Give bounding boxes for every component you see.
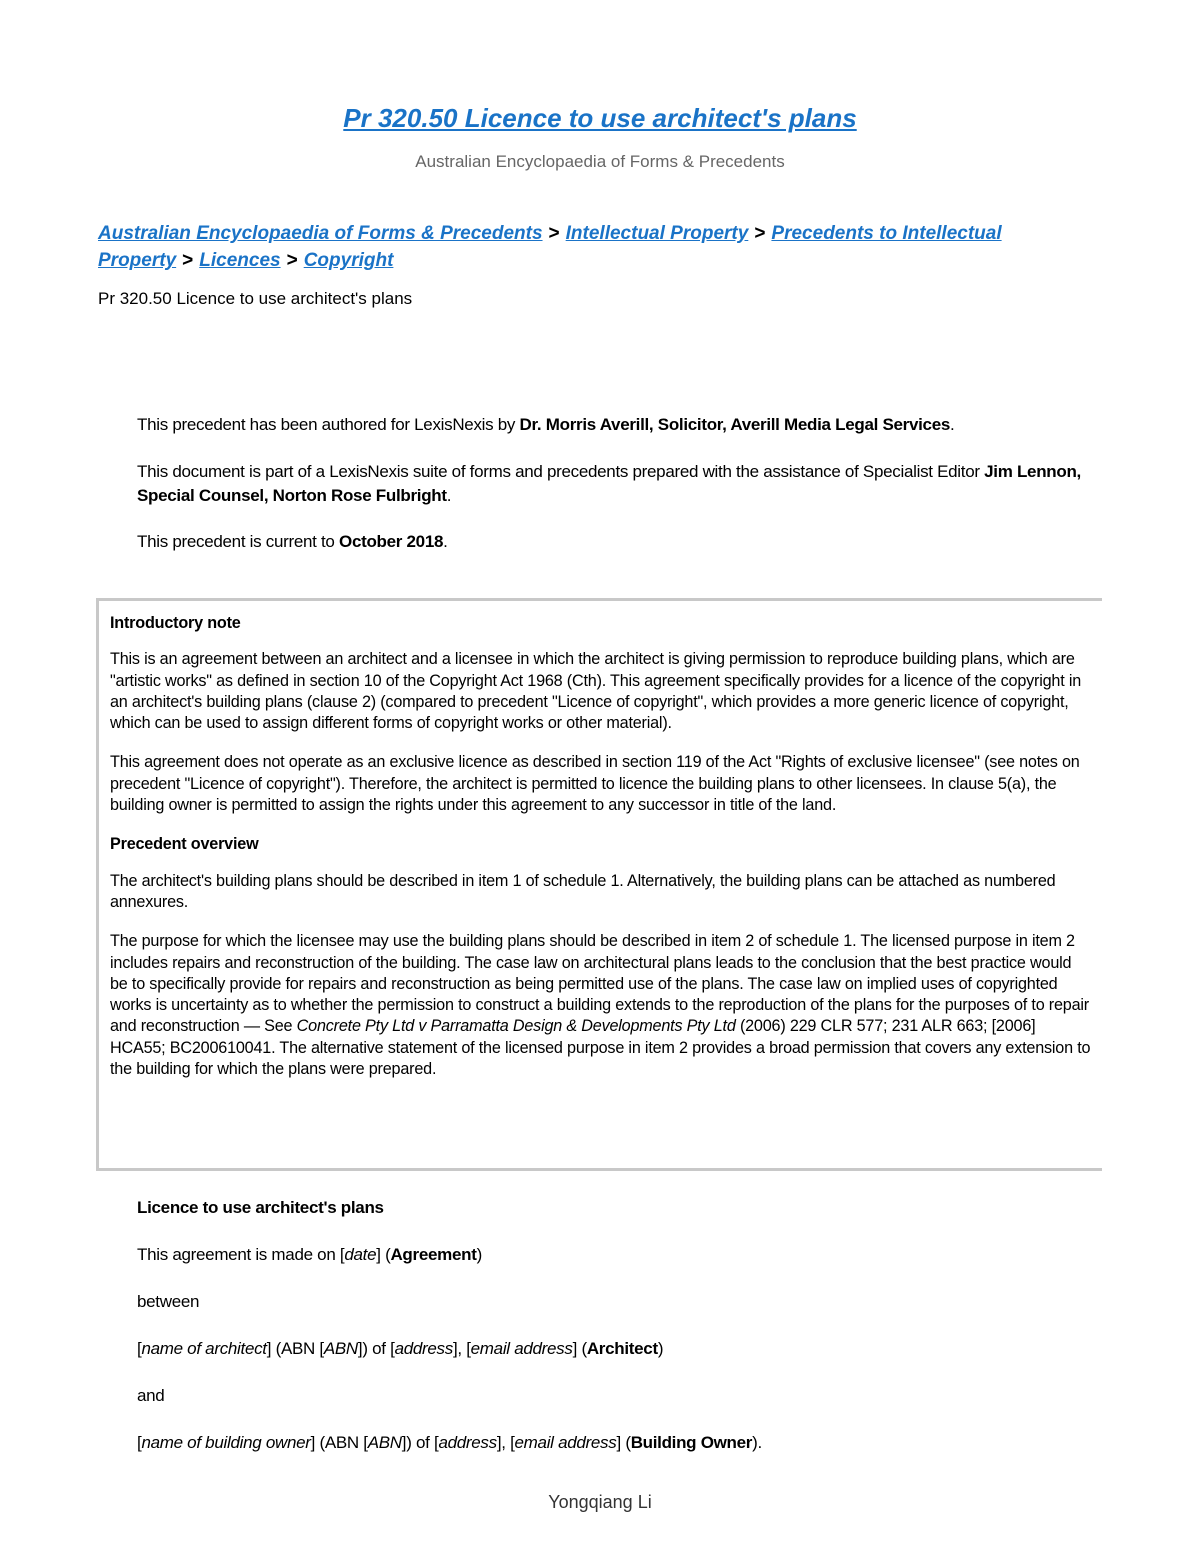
made-on-prefix: This agreement is made on [ [137, 1245, 345, 1264]
owner-term: Building Owner [630, 1433, 753, 1452]
suite-editor: Jim Lennon, Special Counsel, Norton Rose Fulbright [137, 462, 1081, 505]
architect-term: Architect [586, 1339, 658, 1358]
suite-line [137, 460, 1112, 508]
case-citation: Concrete Pty Ltd v Parramatta Design & Developments Pty Ltd [296, 1017, 736, 1036]
made-on-mid: ] ( [376, 1245, 391, 1264]
breadcrumb-item-intellectual-property[interactable]: Intellectual Property [565, 223, 749, 244]
overview-text-a: The purpose for which the licensee may use the building plans should be described in item 2 of schedule 1. The licensed purpose in item 2 includes repairs and reconstruction of the building. The case law on architectural plans leads to the conclusion that the best practice would be to specifically provide for repairs and reconstruction as being permitted use of the plans. The case law on implied uses of copyrighted works is uncertainty as to whether the permission to construct a building extends to the reproduction of the plans for the purposes of to repair and reconstruction — See [110, 932, 1089, 1036]
current-prefix: This precedent is current to [137, 532, 340, 551]
overview-heading: Precedent overview [110, 835, 259, 854]
architect-name-placeholder: name of architect [141, 1339, 267, 1358]
architect-address-placeholder: address [394, 1339, 453, 1358]
currency-line [137, 530, 1112, 554]
made-on-suffix: ) [476, 1245, 482, 1264]
agreement-heading: Licence to use architect's plans [137, 1198, 384, 1217]
architect-party: [name of architect] (ABN [ABN]) of [address], [email address] (Architect) [137, 1339, 664, 1358]
current-suffix: . [443, 532, 448, 551]
document-heading: Pr 320.50 Licence to use architect's plans [98, 289, 413, 308]
page-footer-name: Yongqiang Li [548, 1492, 652, 1512]
agreement-term: Agreement [390, 1245, 477, 1264]
overview-text-b: (2006) 229 CLR 577; 231 ALR 663; [2006] HCA55; BC200610041. The alternative statement of the licensed purpose in item 2 provides a broad permission that covers any extension to the building for which the plans were prepared. [110, 1017, 1091, 1079]
breadcrumb-item-licences[interactable]: Licences [199, 250, 281, 271]
agreement-made-on [137, 1243, 1112, 1267]
current-date: October 2018 [339, 532, 444, 551]
author-name: Dr. Morris Averill, Solicitor, Averill Media Legal Services [519, 415, 951, 434]
publication-subtitle: Australian Encyclopaedia of Forms & Precedents [415, 152, 785, 171]
owner-abn-placeholder: ABN [367, 1433, 402, 1452]
owner-name-placeholder: name of building owner [141, 1433, 311, 1452]
date-placeholder: date [344, 1245, 377, 1264]
introductory-note-box [96, 598, 1102, 1171]
and-line: and [137, 1386, 165, 1405]
architect-abn-placeholder: ABN [323, 1339, 358, 1358]
breadcrumb-separator: > [754, 223, 766, 244]
breadcrumb-separator: > [182, 250, 194, 271]
document-title-link[interactable]: Pr 320.50 Licence to use architect's plans [343, 103, 857, 133]
author-suffix: . [950, 415, 955, 434]
owner-party: [name of building owner] (ABN [ABN]) of [address], [email address] (Building Owner). [137, 1433, 762, 1452]
breadcrumb-item-copyright[interactable]: Copyright [303, 250, 394, 271]
breadcrumb [98, 220, 1058, 274]
breadcrumb-separator: > [548, 223, 560, 244]
architect-email-placeholder: email address [470, 1339, 573, 1358]
author-prefix: This precedent has been authored for LexisNexis by [137, 415, 520, 434]
owner-address-placeholder: address [438, 1433, 497, 1452]
author-line [137, 413, 1112, 437]
overview-paragraph-1: The architect's building plans should be described in item 1 of schedule 1. Alternatively, the building plans can be attached as numbered annexures. [110, 871, 1056, 911]
owner-email-placeholder: email address [514, 1433, 617, 1452]
suite-suffix: . [446, 486, 452, 505]
intro-heading: Introductory note [110, 614, 241, 632]
intro-paragraph-1: This is an agreement between an architect and a licensee in which the architect is giving permission to reproduce building plans, which are "artistic works" as defined in section 10 of the Copyright Act 1968 (Cth). This agreement specifically provides for a licence of the copyright in an architect's building plans (clause 2) (compared to precedent "Licence of copyright", which provides a more generic licence of copyright, which can be used to assign different forms of copyright works or other material). [110, 650, 1082, 733]
breadcrumb-separator: > [286, 250, 298, 271]
between-line: between [137, 1292, 200, 1311]
overview-paragraph-2 [110, 931, 1092, 1080]
breadcrumb-item-encyclopaedia[interactable]: Australian Encyclopaedia of Forms & Precedents [98, 223, 543, 244]
document-title [0, 103, 1200, 134]
intro-paragraph-2: This agreement does not operate as an exclusive licence as described in section 119 of the Act "Rights of exclusive licensee" (see notes on precedent "Licence of copyright"). Therefore, the architect is permitted to licence the building plans to other licensees. In clause 5(a), the building owner is permitted to assign the rights under this agreement to any successor in title of the land. [110, 753, 1080, 815]
suite-prefix: This document is part of a LexisNexis suite of forms and precedents prepared with the assistance of Specialist Editor [137, 462, 985, 481]
breadcrumb-item-precedents[interactable]: Precedents to Intellectual Property [98, 223, 1002, 271]
